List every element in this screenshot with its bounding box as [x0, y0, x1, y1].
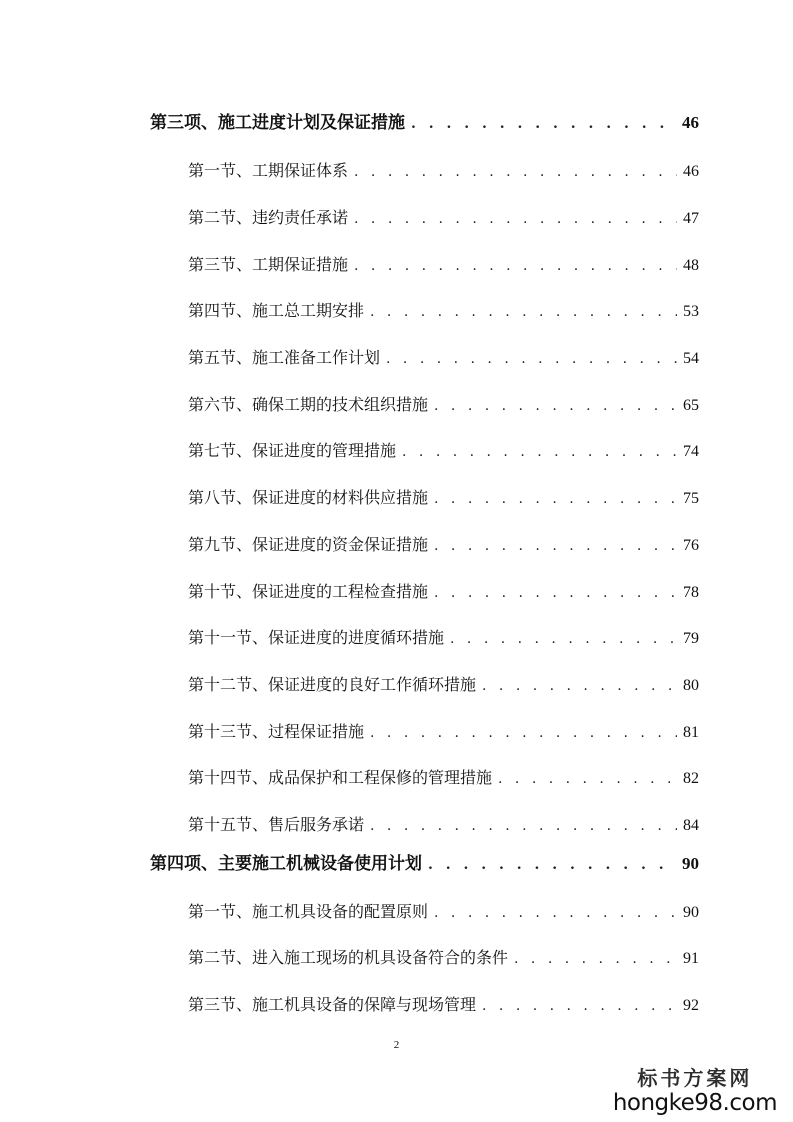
toc-entry[interactable]	[188, 485, 699, 508]
toc-leader-dots	[498, 771, 677, 787]
toc-entry[interactable]	[150, 108, 699, 133]
toc-entry[interactable]	[188, 392, 699, 415]
toc-leader-dots	[370, 304, 677, 320]
toc-entry-page: 76	[683, 537, 699, 554]
toc-leader-dots	[428, 857, 676, 873]
toc-leader-dots	[354, 211, 677, 227]
toc-entry-page: 46	[683, 163, 699, 180]
toc-entry-page: 91	[683, 950, 699, 967]
toc-leader-dots	[434, 905, 677, 921]
toc-leader-dots	[411, 116, 676, 132]
toc-entry-page: 90	[682, 854, 699, 873]
toc-leader-dots	[370, 725, 677, 741]
toc-entry[interactable]	[188, 438, 699, 461]
toc-entry[interactable]	[188, 298, 699, 321]
watermark	[613, 1066, 777, 1116]
toc-entry-label: 第四项、主要施工机械设备使用计划	[150, 854, 422, 874]
toc-leader-dots	[354, 258, 677, 274]
toc-entry-label: 第三节、施工机具设备的保障与现场管理	[188, 995, 477, 1014]
toc-entry-label: 第十三节、过程保证措施	[188, 722, 365, 741]
toc-entry-page: 54	[683, 350, 699, 367]
toc-entry-label: 第四节、施工总工期安排	[188, 301, 365, 320]
toc-leader-dots	[514, 951, 677, 967]
toc-entry-label: 第五节、施工准备工作计划	[188, 348, 381, 367]
toc-entry-page: 65	[683, 397, 699, 414]
toc-entry[interactable]	[188, 812, 699, 835]
toc-entry-label: 第十一节、保证进度的进度循环措施	[188, 628, 445, 647]
toc-entry-label: 第三节、工期保证措施	[188, 255, 349, 274]
toc-leader-dots	[386, 351, 677, 367]
toc-entry[interactable]	[188, 899, 699, 922]
toc-entry[interactable]	[188, 579, 699, 602]
toc-entry-page: 78	[683, 584, 699, 601]
toc-entry-label: 第二节、进入施工现场的机具设备符合的条件	[188, 948, 509, 967]
toc-entry[interactable]	[188, 945, 699, 968]
toc-leader-dots	[354, 164, 677, 180]
toc-entry[interactable]	[188, 765, 699, 788]
toc-entry-page: 79	[683, 630, 699, 647]
toc-entry-label: 第一节、工期保证体系	[188, 161, 349, 180]
toc-leader-dots	[402, 444, 677, 460]
toc-entry-label: 第九节、保证进度的资金保证措施	[188, 535, 429, 554]
toc-entry-page: 80	[683, 677, 699, 694]
toc-leader-dots	[482, 678, 677, 694]
toc-entry[interactable]	[188, 158, 699, 181]
toc-entry[interactable]	[188, 992, 699, 1015]
toc-entry-label: 第六节、确保工期的技术组织措施	[188, 395, 429, 414]
toc-entry[interactable]	[188, 532, 699, 555]
watermark-url: hongke98.com	[612, 1090, 777, 1116]
watermark-brand: 标书方案网	[637, 1066, 753, 1090]
toc-entry-label: 第二节、违约责任承诺	[188, 208, 349, 227]
toc-leader-dots	[434, 585, 677, 601]
toc-leader-dots	[434, 491, 677, 507]
toc-entry-page: 53	[683, 303, 699, 320]
toc-entry-label: 第十四节、成品保护和工程保修的管理措施	[188, 768, 493, 787]
toc-entry-page: 81	[683, 724, 699, 741]
toc-entry-page: 90	[683, 904, 699, 921]
toc-entry-page: 74	[683, 443, 699, 460]
toc-entry[interactable]	[188, 719, 699, 742]
page-number: 2	[393, 1039, 400, 1051]
toc-entry-page: 92	[683, 997, 699, 1014]
toc-entry-page: 47	[683, 210, 699, 227]
toc-entry-page: 46	[682, 113, 699, 132]
toc-entry-page: 75	[683, 490, 699, 507]
toc-entry[interactable]	[188, 345, 699, 368]
toc-entry-label: 第十节、保证进度的工程检查措施	[188, 582, 429, 601]
toc-entry-label: 第三项、施工进度计划及保证措施	[150, 113, 405, 133]
toc-leader-dots	[482, 998, 677, 1014]
toc-entry[interactable]	[188, 625, 699, 648]
toc-leader-dots	[450, 631, 677, 647]
toc-entry[interactable]	[188, 672, 699, 695]
toc-leader-dots	[370, 818, 677, 834]
toc-entry[interactable]	[188, 252, 699, 275]
toc-entry-page: 48	[683, 257, 699, 274]
toc-entry-label: 第十五节、售后服务承诺	[188, 815, 365, 834]
toc-entry-label: 第八节、保证进度的材料供应措施	[188, 488, 429, 507]
toc-leader-dots	[434, 398, 677, 414]
toc-entry-label: 第一节、施工机具设备的配置原则	[188, 902, 429, 921]
toc-entry[interactable]	[188, 205, 699, 228]
toc-entry-page: 82	[683, 770, 699, 787]
toc-entry-page: 84	[683, 817, 699, 834]
toc-entry-label: 第七节、保证进度的管理措施	[188, 441, 397, 460]
toc-entry[interactable]	[150, 849, 699, 874]
toc-entry-label: 第十二节、保证进度的良好工作循环措施	[188, 675, 477, 694]
toc-leader-dots	[434, 538, 677, 554]
